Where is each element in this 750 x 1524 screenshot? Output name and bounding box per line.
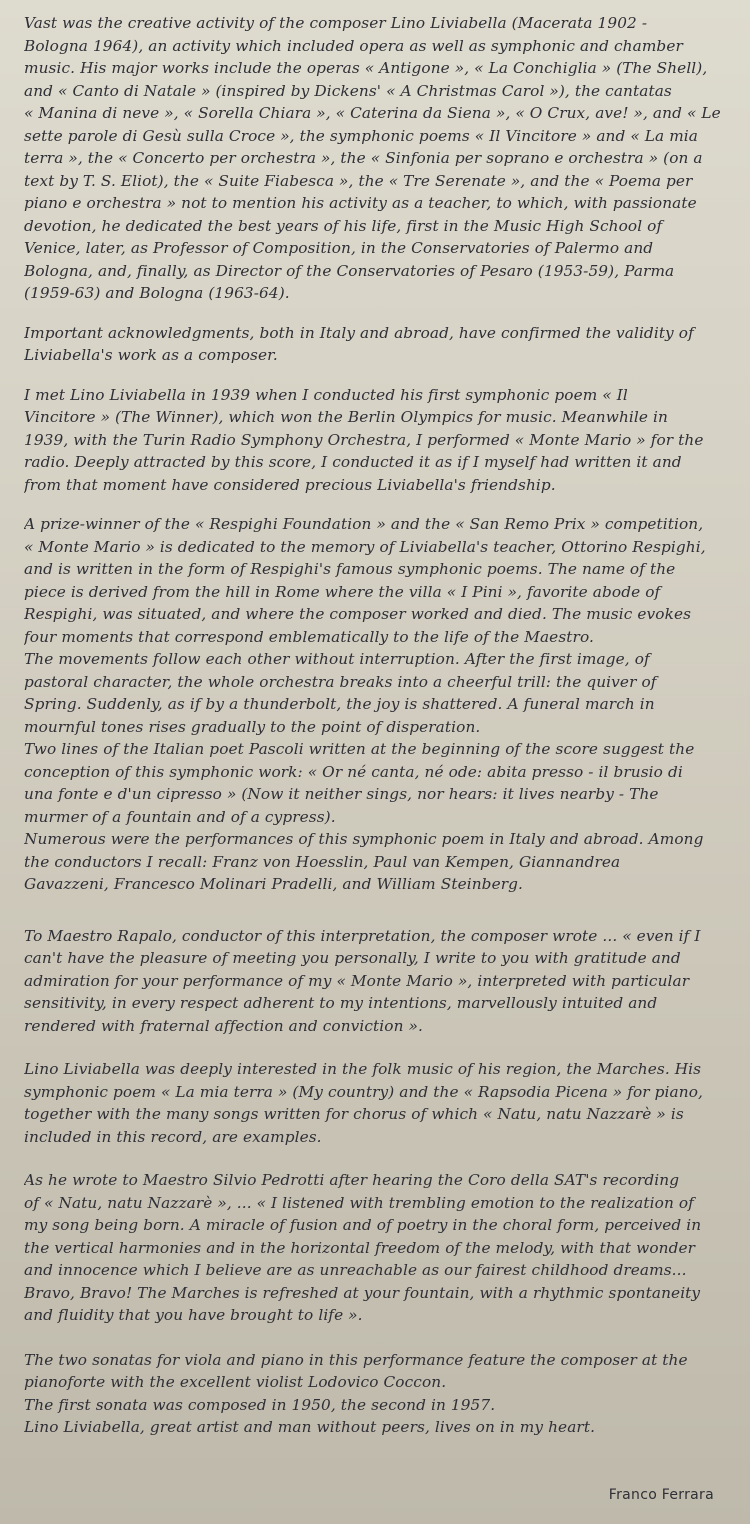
text-line: Respighi, was situated, and where the composer worked and died. The music evokes bbox=[24, 605, 692, 623]
text-line: and « Canto di Natale » (inspired by Dickens' « A Christmas Carol »), the cantatas bbox=[24, 81, 672, 100]
text-line: « Monte Mario » is dedicated to the memory of Liviabella's teacher, Ottorino Respighi, bbox=[24, 537, 706, 556]
text-line: sensitivity, in every respect adherent to my intentions, marvellously intuited and bbox=[24, 994, 658, 1012]
text-line: sette parole di Gesù sulla Croce », the symphonic poems « Il Vincitore » and « La mia bbox=[24, 126, 699, 145]
text-line: Liviabella's work as a composer. bbox=[24, 346, 278, 364]
text-line: The first sonata was composed in 1950, the second in 1957. bbox=[24, 1395, 496, 1414]
text-line: and fluidity that you have brought to life ». bbox=[24, 1306, 363, 1324]
text-line: and innocence which I believe are as unreachable as our fairest childhood dreams... bbox=[24, 1261, 687, 1279]
text-line: Gavazzeni, Francesco Molinari Pradelli, and William Steinberg. bbox=[24, 875, 523, 893]
paragraph-sonatas bbox=[24, 1349, 730, 1439]
text-line: devotion, he dedicated the best years of his life, first in the Music High School of bbox=[24, 216, 663, 235]
text-line: The two sonatas for viola and piano in this performance feature the composer at the bbox=[24, 1350, 688, 1369]
text-line: symphonic poem « La mia terra » (My country) and the « Rapsodia Picena » for piano, bbox=[24, 1082, 703, 1101]
text-line: Venice, later, as Professor of Composition, in the Conservatories of Palermo and bbox=[24, 239, 654, 257]
text-line: Two lines of the Italian poet Pascoli written at the beginning of the score suggest the bbox=[24, 740, 695, 758]
text-line: four moments that correspond emblematically to the life of the Maestro. bbox=[24, 627, 594, 646]
text-line: radio. Deeply attracted by this score, I conducted it as if I myself had written it and bbox=[24, 453, 682, 471]
text-line: Numerous were the performances of this symphonic poem in Italy and abroad. Among bbox=[24, 830, 704, 848]
text-line: The movements follow each other without interruption. After the first image, of bbox=[24, 650, 650, 668]
text-line: Vast was the creative activity of the composer Lino Liviabella (Macerata 1902 - bbox=[24, 14, 648, 32]
text-line: To Maestro Rapalo, conductor of this interpretation, the composer wrote ... « even if I bbox=[24, 926, 701, 945]
text-line: the conductors I recall: Franz von Hoesslin, Paul van Kempen, Giannandrea bbox=[24, 852, 621, 871]
text-line: included in this record, are examples. bbox=[24, 1127, 322, 1146]
text-line: Lino Liviabella, great artist and man without peers, lives on in my heart. bbox=[24, 1418, 596, 1436]
text-line: pianoforte with the excellent violist Lodovico Coccon. bbox=[24, 1373, 447, 1391]
paragraph-monte-mario bbox=[24, 513, 730, 896]
paragraph-composer-biography bbox=[24, 12, 730, 305]
text-line: from that moment have considered precious Liviabella's friendship. bbox=[24, 475, 556, 494]
text-line: terra », the « Concerto per orchestra », the « Sinfonia per soprano e orchestra » (on a bbox=[24, 149, 703, 167]
text-line: together with the many songs written for chorus of which « Natu, natu Nazzarè » is bbox=[24, 1105, 684, 1123]
text-line: (1959-63) and Bologna (1963-64). bbox=[24, 284, 290, 302]
text-line: piano e orchestra » not to mention his activity as a teacher, to which, with passionate bbox=[24, 194, 697, 212]
text-line: piece is derived from the hill in Rome where the villa « I Pini », favorite abode of bbox=[24, 582, 661, 601]
paragraph-first-meeting bbox=[24, 384, 730, 497]
text-line: rendered with fraternal affection and conviction ». bbox=[24, 1016, 423, 1035]
text-line: murmer of a fountain and of a cypress). bbox=[24, 807, 336, 826]
text-line: admiration for your performance of my « Monte Mario », interpreted with particular bbox=[24, 971, 690, 990]
text-line: my song being born. A miracle of fusion and of poetry in the choral form, perceived in bbox=[24, 1216, 702, 1234]
text-line: Bologna 1964), an activity which included opera as well as symphonic and chamber bbox=[24, 36, 683, 55]
paragraph-rapalo-letter bbox=[24, 925, 730, 1038]
text-line: A prize-winner of the « Respighi Foundation » and the « San Remo Prix » competition, bbox=[24, 515, 704, 533]
text-line: conception of this symphonic work: « Or né canta, né ode: abita presso - il brusio di bbox=[24, 762, 683, 781]
text-line: Vincitore » (The Winner), which won the Berlin Olympics for music. Meanwhile in bbox=[24, 408, 668, 426]
text-line: Bravo, Bravo! The Marches is refreshed at your fountain, with a rhythmic spontaneity bbox=[24, 1283, 701, 1302]
text-line: Important acknowledgments, both in Italy and abroad, have confirmed the validity of bbox=[24, 323, 694, 342]
text-line: I met Lino Liviabella in 1939 when I conducted his first symphonic poem « Il bbox=[24, 385, 628, 404]
text-line: and is written in the form of Respighi's famous symphonic poems. The name of the bbox=[24, 560, 676, 578]
text-line: 1939, with the Turin Radio Symphony Orchestra, I performed « Monte Mario » for the bbox=[24, 430, 704, 449]
paragraph-acknowledgments bbox=[24, 322, 730, 367]
author-signature: Franco Ferrara bbox=[608, 1487, 714, 1503]
text-line: of « Natu, natu Nazzarè », ... « I listened with trembling emotion to the realization of bbox=[24, 1193, 694, 1212]
text-line: Lino Liviabella was deeply interested in the folk music of his region, the Marches. His bbox=[24, 1060, 702, 1078]
text-line: Bologna, and, finally, as Director of the Conservatories of Pesaro (1953-59), Parma bbox=[24, 261, 675, 280]
text-line: the vertical harmonies and in the horizontal freedom of the melody, with that wonder bbox=[24, 1238, 696, 1257]
text-line: can't have the pleasure of meeting you personally, I write to you with gratitude and bbox=[24, 949, 681, 967]
text-line: una fonte e d'un cipresso » (Now it neither sings, nor hears: it lives nearby - The bbox=[24, 785, 659, 803]
paragraph-folk-music bbox=[24, 1058, 730, 1148]
text-line: « Manina di neve », « Sorella Chiara », « Caterina da Siena », « O Crux, ave! », and « Le bbox=[24, 104, 721, 122]
text-line: As he wrote to Maestro Silvio Pedrotti after hearing the Coro della SAT's recording bbox=[24, 1171, 680, 1189]
text-line: music. His major works include the operas « Antigone », « La Conchiglia » (The Shell), bbox=[24, 59, 708, 77]
text-line: Spring. Suddenly, as if by a thunderbolt, the joy is shattered. A funeral march in bbox=[24, 695, 655, 713]
text-line: mournful tones rises gradually to the point of disperation. bbox=[24, 717, 481, 736]
text-line: text by T. S. Eliot), the « Suite Fiabesca », the « Tre Serenate », and the « Poema per bbox=[24, 171, 693, 190]
text-line: pastoral character, the whole orchestra breaks into a cheerful trill: the quiver of bbox=[24, 672, 657, 691]
paragraph-pedrotti-letter bbox=[24, 1169, 730, 1327]
